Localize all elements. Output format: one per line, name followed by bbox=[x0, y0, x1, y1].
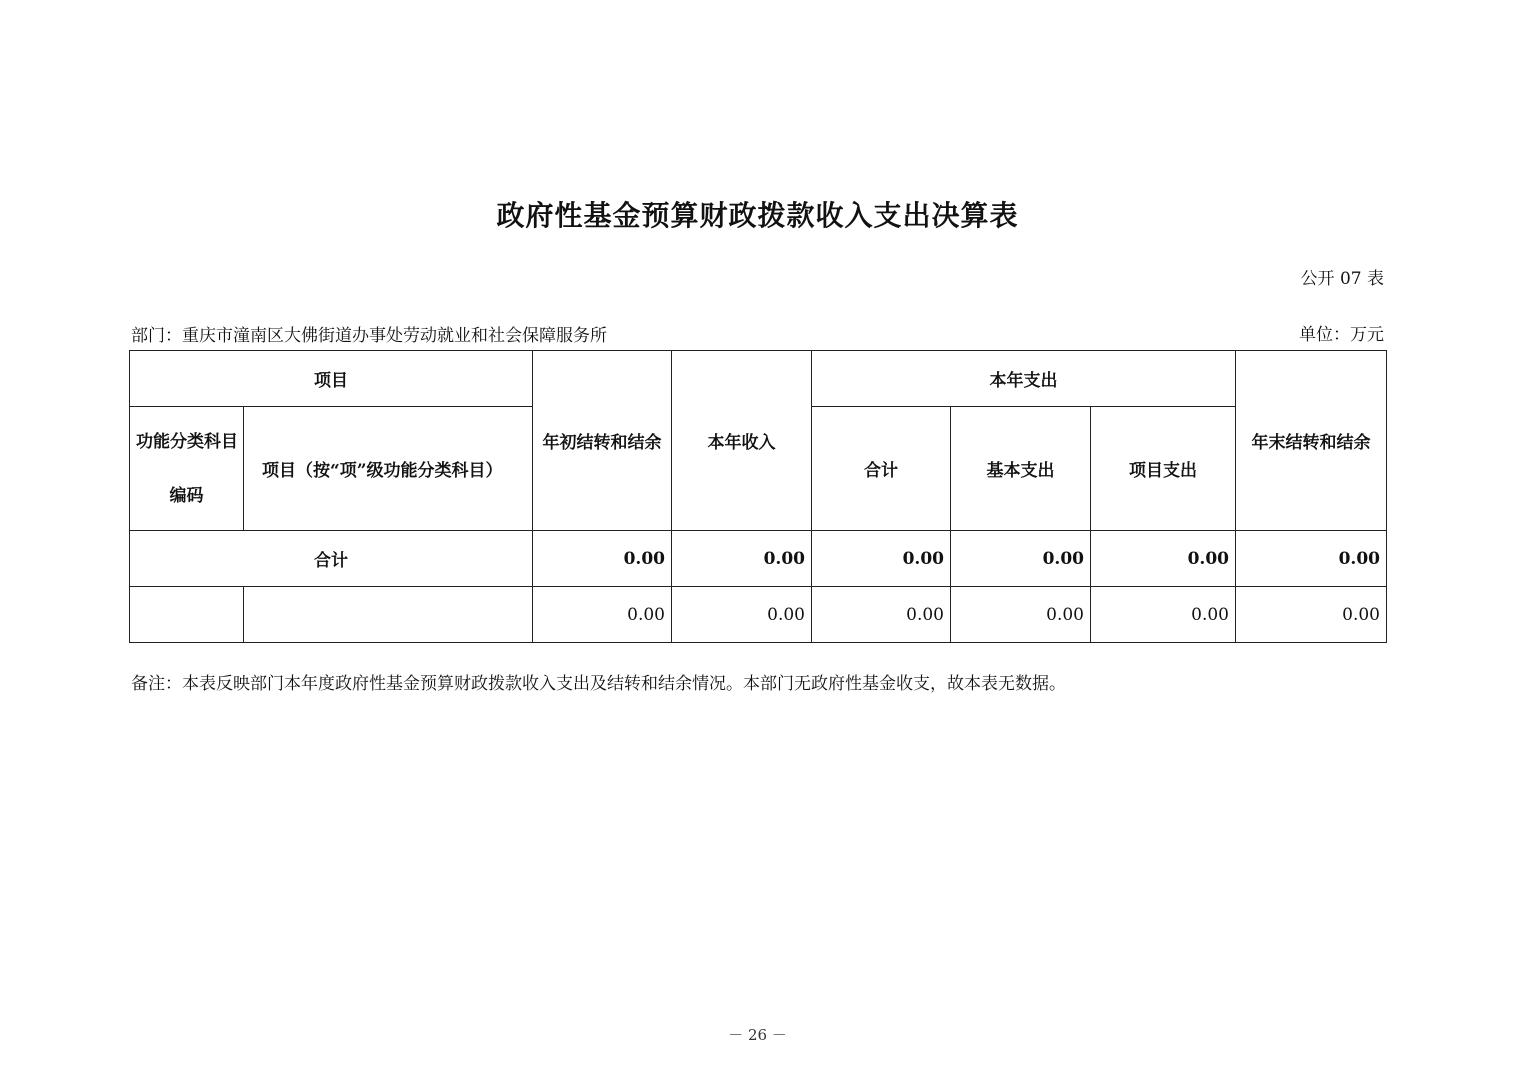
total-label: 合计 bbox=[130, 531, 533, 587]
total-begin-balance: 0.00 bbox=[533, 531, 672, 587]
header-func-code-line1: 功能分类科目 bbox=[136, 431, 238, 452]
row-name bbox=[244, 587, 533, 643]
header-expense-basic: 基本支出 bbox=[951, 407, 1091, 531]
total-end-balance: 0.00 bbox=[1236, 531, 1387, 587]
header-current-expense: 本年支出 bbox=[812, 351, 1236, 407]
row-begin-balance: 0.00 bbox=[533, 587, 672, 643]
page-number: － 26 － bbox=[728, 1026, 787, 1044]
total-expense-basic: 0.00 bbox=[951, 531, 1091, 587]
total-row bbox=[130, 531, 1387, 587]
department-label: 部门：重庆市潼南区大佛街道办事处劳动就业和社会保障服务所 bbox=[131, 326, 607, 346]
total-current-income: 0.00 bbox=[672, 531, 812, 587]
header-row-1 bbox=[130, 351, 1387, 407]
header-current-income: 本年收入 bbox=[672, 351, 812, 531]
header-func-code-line2: 编码 bbox=[169, 485, 204, 506]
header-end-balance: 年末结转和结余 bbox=[1236, 351, 1387, 531]
unit-label: 单位：万元 bbox=[1299, 325, 1384, 345]
row-expense-basic: 0.00 bbox=[951, 587, 1091, 643]
header-expense-total: 合计 bbox=[812, 407, 951, 531]
header-func-code bbox=[130, 407, 244, 531]
header-begin-balance: 年初结转和结余 bbox=[533, 351, 672, 531]
footnote: 备注：本表反映部门本年度政府性基金预算财政拨款收入支出及结转和结余情况。本部门无政府性基金收支，故本表无数据。 bbox=[131, 674, 1066, 694]
row-current-income: 0.00 bbox=[672, 587, 812, 643]
row-expense-total: 0.00 bbox=[812, 587, 951, 643]
table-row bbox=[130, 587, 1387, 643]
total-expense-project: 0.00 bbox=[1091, 531, 1236, 587]
form-number: 公开 07 表 bbox=[1300, 269, 1384, 289]
document-title: 政府性基金预算财政拨款收入支出决算表 bbox=[496, 199, 1019, 232]
header-project-item: 项目（按“项”级功能分类科目） bbox=[244, 407, 533, 531]
budget-table bbox=[129, 350, 1387, 643]
total-expense-total: 0.00 bbox=[812, 531, 951, 587]
row-end-balance: 0.00 bbox=[1236, 587, 1387, 643]
header-project: 项目 bbox=[130, 351, 533, 407]
row-expense-project: 0.00 bbox=[1091, 587, 1236, 643]
header-expense-project: 项目支出 bbox=[1091, 407, 1236, 531]
row-code bbox=[130, 587, 244, 643]
